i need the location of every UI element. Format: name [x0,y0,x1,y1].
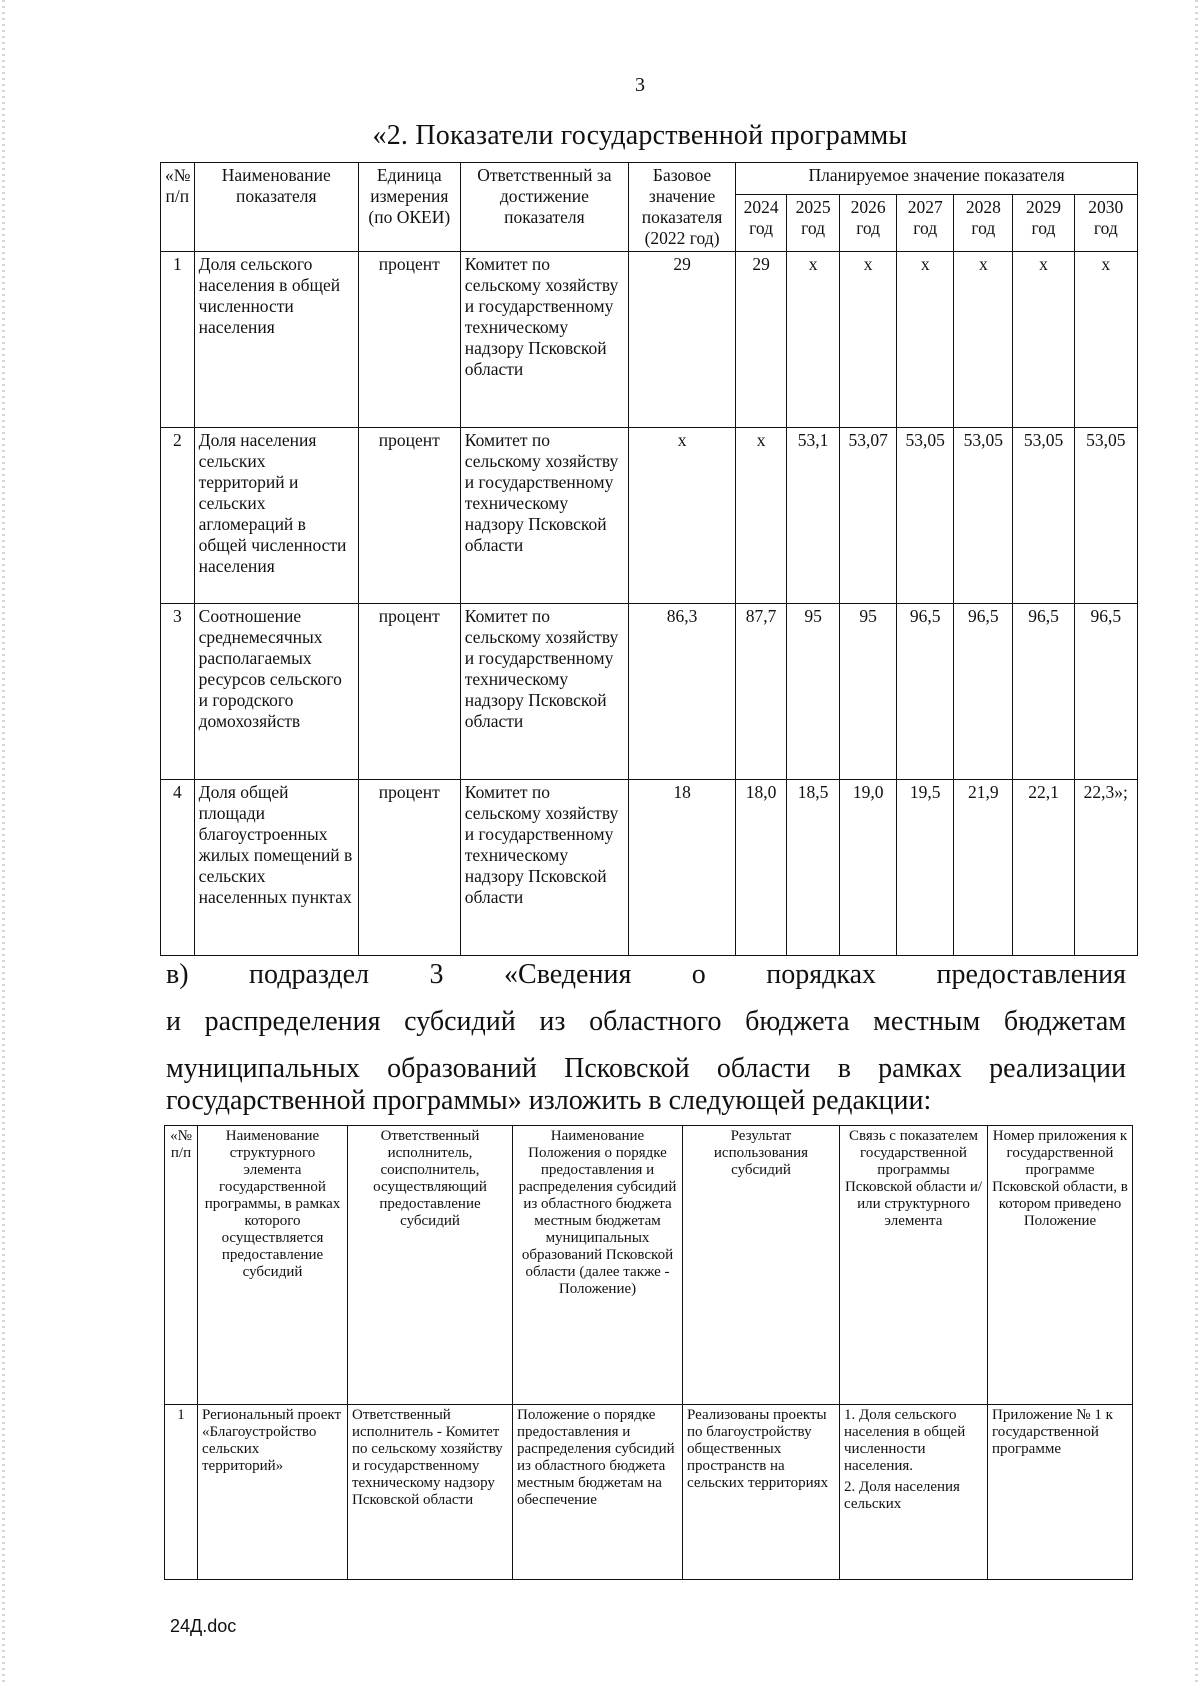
table-row [161,780,1138,956]
row-value: х [787,252,840,428]
header-unit: Единица измерения (по ОКЕИ) [358,163,460,252]
scan-edge-right [1195,0,1198,1686]
header-responsible: Ответственный за достижение показателя [460,163,628,252]
row-value: 19,5 [897,780,954,956]
indicators-table [160,162,1138,956]
row-base: 86,3 [629,604,736,780]
table-row [165,1405,1133,1580]
row-value: 29 [736,252,787,428]
row-value: 53,05 [1013,428,1074,604]
row-name: Доля общей площади благоустроенных жилых помещений в сельских населенных пунктах [194,780,358,956]
row-responsible: Комитет по сельскому хозяйству и государственному техническому надзору Псковской области [460,428,628,604]
header-year: 2026 год [840,194,897,251]
header-appendix: Номер приложения к государственной программе Псковской области, в котором приведено Положение [988,1126,1133,1405]
row-no: 2 [161,428,195,604]
row-link-item: 2. Доля населения сельских [844,1479,960,1512]
section-title: «2. Показатели государственной программы [372,120,908,151]
header-base: Базовое значение показателя (2022 год) [629,163,736,252]
row-value: 21,9 [954,780,1013,956]
row-value: 19,0 [840,780,897,956]
row-result: Реализованы проекты по благоустройству общественных пространств на сельских территориях [683,1405,840,1580]
row-value: х [897,252,954,428]
row-value: х [840,252,897,428]
header-year: 2027 год [897,194,954,251]
row-responsible: Комитет по сельскому хозяйству и государственному техническому надзору Псковской области [460,252,628,428]
table-row [161,252,1138,428]
row-name: Доля населения сельских территорий и сельских агломераций в общей численности населения [194,428,358,604]
row-base: 18 [629,780,736,956]
row-name: Доля сельского населения в общей численности населения [194,252,358,428]
row-value: х [736,428,787,604]
header-regulation: Наименование Положения о порядке предоставления и распределения субсидий из областного бюджета местным бюджетам муниципальных образований Псковской области (далее также - Положение) [513,1126,683,1405]
header-row [165,1126,1133,1405]
header-year: 2030 год [1074,194,1137,251]
header-result: Результат использования субсидий [683,1126,840,1405]
row-unit: процент [358,604,460,780]
row-value: 53,05 [954,428,1013,604]
header-no: «№ п/п [165,1126,198,1405]
header-planned: Планируемое значение показателя [736,163,1138,195]
row-no: 1 [165,1405,198,1580]
row-value: 18,0 [736,780,787,956]
scan-edge-left [2,0,5,1686]
row-value: х [954,252,1013,428]
header-year: 2029 год [1013,194,1074,251]
paragraph-line: и распределения субсидий из областного бюджета местным бюджетам [166,1006,1126,1037]
row-value: 96,5 [1074,604,1137,780]
table-row [161,604,1138,780]
header-row [161,163,1138,195]
row-value: х [1013,252,1074,428]
row-no: 4 [161,780,195,956]
row-value: 87,7 [736,604,787,780]
row-value: 96,5 [954,604,1013,780]
footer-filename: 24Д.doc [170,1616,237,1636]
row-responsible: Комитет по сельскому хозяйству и государственному техническому надзору Псковской области [460,604,628,780]
header-no: «№ п/п [161,163,195,252]
row-name: Соотношение среднемесячных располагаемых ресурсов сельского и городского домохозяйств [194,604,358,780]
header-element: Наименование структурного элемента государственной программы, в рамках которого осуществляется предоставление субсидий [198,1126,348,1405]
paragraph-line: муниципальных образований Псковской области в рамках реализации [166,1053,1126,1084]
row-value: 53,05 [1074,428,1137,604]
paragraph-line: государственной программы» изложить в следующей редакции: [166,1085,932,1116]
row-unit: процент [358,252,460,428]
row-value: 53,05 [897,428,954,604]
table-row [161,428,1138,604]
row-base: х [629,428,736,604]
subsidies-table [164,1125,1133,1580]
header-year: 2025 год [787,194,840,251]
row-base: 29 [629,252,736,428]
row-value: 22,3»; [1074,780,1137,956]
row-value: 22,1 [1013,780,1074,956]
row-executor: Ответственный исполнитель - Комитет по сельскому хозяйству и государственному техническому надзору Псковской области [348,1405,513,1580]
row-link-item: 1. Доля сельского населения в общей численности населения. [844,1407,966,1474]
row-unit: процент [358,428,460,604]
header-link: Связь с показателем государственной программы Псковской области и/ или структурного элемента [840,1126,988,1405]
row-element: Региональный проект «Благоустройство сельских территорий» [198,1405,348,1580]
row-link [840,1405,988,1580]
row-no: 3 [161,604,195,780]
row-value: 95 [840,604,897,780]
paragraph-line: в) подраздел 3 «Сведения о порядках предоставления [166,959,1126,990]
row-appendix: Приложение № 1 к государственной программе [988,1405,1133,1580]
page-number: 3 [635,74,645,96]
row-no: 1 [161,252,195,428]
row-value: х [1074,252,1137,428]
row-value: 96,5 [897,604,954,780]
row-value: 53,07 [840,428,897,604]
header-year: 2028 год [954,194,1013,251]
row-value: 18,5 [787,780,840,956]
row-value: 53,1 [787,428,840,604]
row-value: 96,5 [1013,604,1074,780]
header-name: Наименование показателя [194,163,358,252]
row-unit: процент [358,780,460,956]
row-value: 95 [787,604,840,780]
header-executor: Ответственный исполнитель, соисполнитель, осуществляющий предоставление субсидий [348,1126,513,1405]
header-year: 2024 год [736,194,787,251]
row-responsible: Комитет по сельскому хозяйству и государственному техническому надзору Псковской области [460,780,628,956]
row-regulation: Положение о порядке предоставления и распределения субсидий из областного бюджета местным бюджетам на обеспечение [513,1405,683,1580]
